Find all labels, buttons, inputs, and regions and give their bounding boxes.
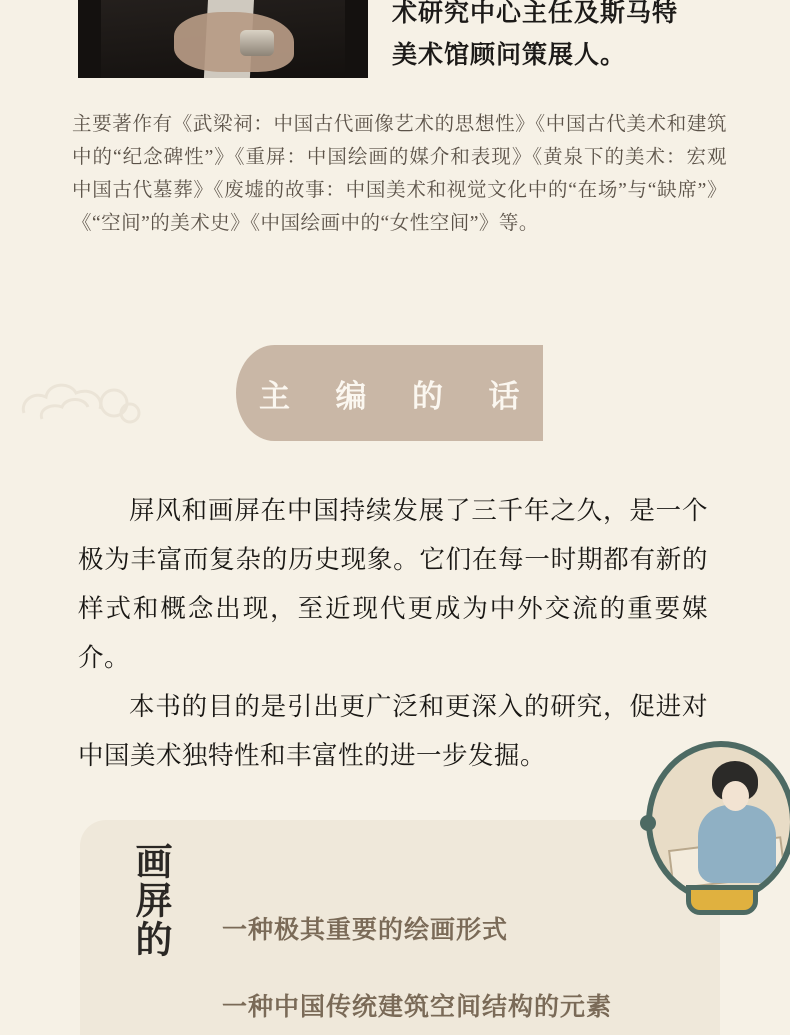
heading-char-4: 话 xyxy=(466,345,543,441)
author-portrait-photo xyxy=(78,0,368,78)
foreword-paragraph-2: 本书的目的是引出更广泛和更深入的研究，促进对中国美术独特性和丰富性的进一步发掘。 xyxy=(78,692,708,770)
author-bio-heading xyxy=(392,0,772,76)
definition-item-2: 一种中国传统建筑空间结构的元素 xyxy=(222,993,613,1021)
heading-char-1: 主 xyxy=(236,345,313,441)
fan-lady-face xyxy=(722,781,749,811)
portrait-hands xyxy=(174,12,294,72)
definition-card xyxy=(80,820,720,1035)
author-bio-line-2: 美术馆顾问策展人。 xyxy=(392,41,627,69)
section-heading xyxy=(0,345,790,445)
fan-illustration xyxy=(640,735,790,920)
fan-base xyxy=(686,885,758,915)
foreword-paragraph-1: 屏风和画屏在中国持续发展了三千年之久，是一个极为丰富而复杂的历史现象。它们在每一时期都有新的样式和概念出现，至近现代更成为中外交流的重要媒介。 xyxy=(78,496,708,672)
heading-char-3: 的 xyxy=(389,345,466,441)
fan-face xyxy=(646,741,790,903)
fan-lady-body xyxy=(698,805,776,883)
heading-circle-group xyxy=(236,345,542,441)
definition-item-1: 一种极其重要的绘画形式 xyxy=(222,916,509,944)
author-section xyxy=(0,0,790,95)
definition-card-title: 画屏的 xyxy=(130,842,171,959)
cloud-ornament-icon xyxy=(18,373,148,431)
definition-list xyxy=(222,908,692,1035)
foreword-body xyxy=(78,486,708,780)
fan-knob-left xyxy=(640,815,656,831)
heading-char-2: 编 xyxy=(313,345,390,441)
author-bio-line-1: 术研究中心主任及斯马特 xyxy=(392,0,679,27)
portrait-watch xyxy=(240,30,274,56)
author-works-paragraph: 主要著作有《武梁祠：中国古代画像艺术的思想性》《中国古代美术和建筑中的“纪念碑性”》《重屏：中国绘画的媒介和表现》《黄泉下的美术：宏观中国古代墓葬》《废墟的故事：中国美术和视觉文化中的“在场”与“缺席”》《“空间”的美术史》《中国绘画中的“女性空间”》等。 xyxy=(72,114,727,234)
